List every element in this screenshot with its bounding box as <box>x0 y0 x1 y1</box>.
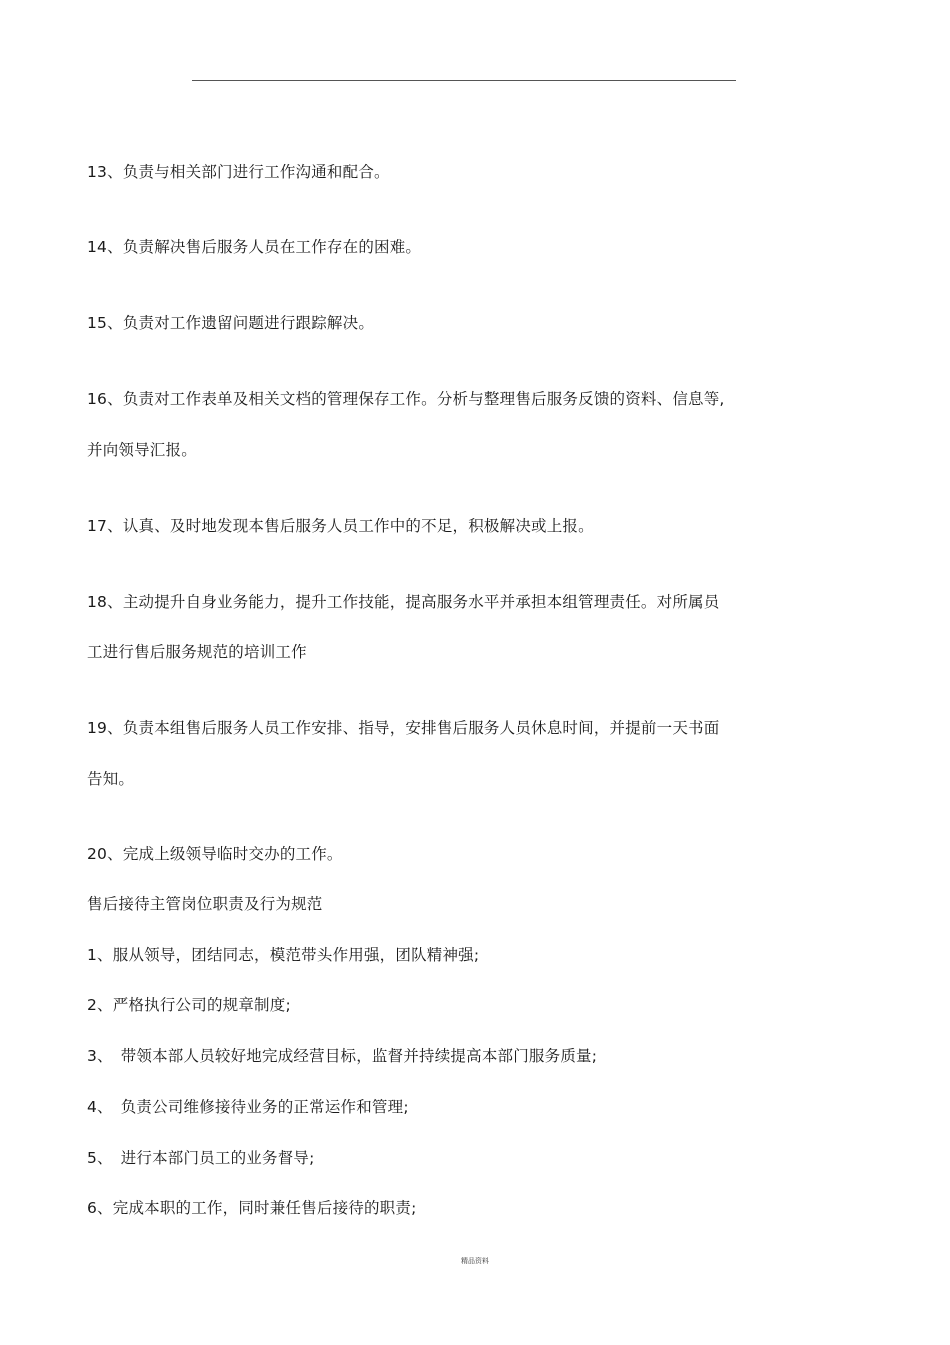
section-heading: 售后接待主管岗位职责及行为规范 <box>87 895 323 913</box>
item-14: 14、负责解决售后服务人员在工作存在的困难。 <box>87 238 422 256</box>
duty-3: 3、 带领本部人员较好地完成经营目标，监督并持续提高本部门服务质量; <box>87 1047 598 1065</box>
item-18-line-2: 工进行售后服务规范的培训工作 <box>87 643 307 661</box>
header-rule <box>192 80 736 81</box>
item-20: 20、完成上级领导临时交办的工作。 <box>87 845 343 863</box>
item-18-line-1: 18、主动提升自身业务能力，提升工作技能，提高服务水平并承担本组管理责任。对所属员 <box>87 593 720 611</box>
item-15: 15、负责对工作遗留问题进行跟踪解决。 <box>87 314 375 332</box>
item-16-line-2: 并向领导汇报。 <box>87 441 197 459</box>
item-17: 17、认真、及时地发现本售后服务人员工作中的不足，积极解决或上报。 <box>87 517 594 535</box>
item-19-line-2: 告知。 <box>87 770 135 788</box>
duty-2: 2、严格执行公司的规章制度; <box>87 996 291 1014</box>
item-19-line-1: 19、负责本组售后服务人员工作安排、指导，安排售后服务人员休息时间，并提前一天书面 <box>87 719 720 737</box>
duty-1: 1、服从领导，团结同志，模范带头作用强，团队精神强; <box>87 946 480 964</box>
footer-note: 精品资料 <box>461 1257 489 1265</box>
duty-5: 5、 进行本部门员工的业务督导; <box>87 1149 315 1167</box>
duty-6: 6、完成本职的工作，同时兼任售后接待的职责; <box>87 1199 417 1217</box>
duty-4: 4、 负责公司维修接待业务的正常运作和管理; <box>87 1098 409 1116</box>
item-13: 13、负责与相关部门进行工作沟通和配合。 <box>87 163 390 181</box>
item-16-line-1: 16、负责对工作表单及相关文档的管理保存工作。分析与整理售后服务反馈的资料、信息等, <box>87 390 725 408</box>
